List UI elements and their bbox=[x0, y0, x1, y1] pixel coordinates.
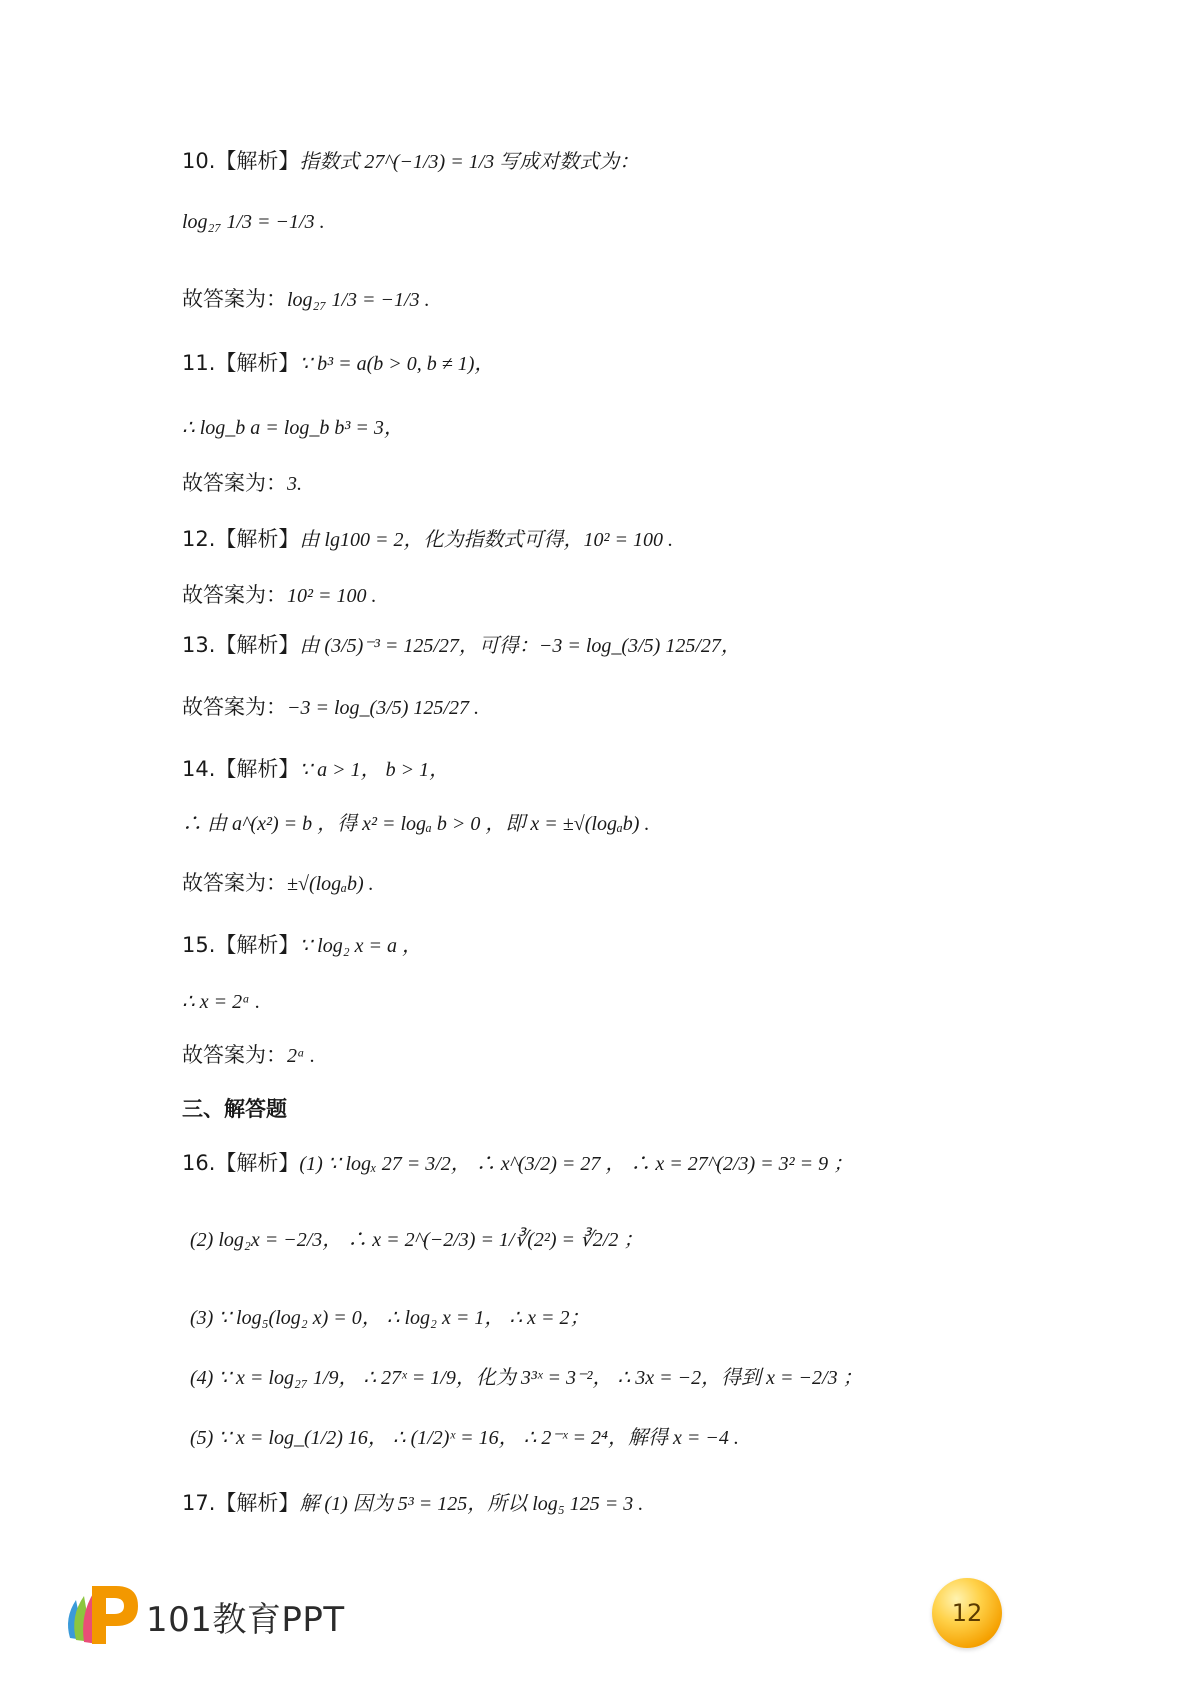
line-text: (2) log₂x = −2/3， ∴ x = 2^(−2/3) = 1/∛(2²) = ∛2/2 ； bbox=[190, 1229, 644, 1251]
line-label: 15.【解析】 bbox=[182, 933, 300, 957]
line-14-a bbox=[182, 752, 1071, 787]
line-13-answer bbox=[182, 690, 1071, 725]
line-text: ∴ 由 a^(x²) = b ，得 x² = logₐ b > 0 ，即 x = ±√(logₐb) . bbox=[182, 813, 650, 835]
line-17-1 bbox=[182, 1486, 1071, 1521]
line-label: 14.【解析】 bbox=[182, 757, 300, 781]
line-13-a bbox=[182, 628, 1071, 663]
line-label: 故答案为： bbox=[182, 287, 287, 311]
line-10-answer bbox=[182, 282, 1071, 317]
line-16-1 bbox=[182, 1146, 1071, 1181]
line-text: 指数式 27^(−1/3) = 1/3 写成对数式为： bbox=[299, 151, 640, 173]
line-text: (4) ∵ x = log₂₇ 1/9， ∴ 27ˣ = 1/9，化为 3³ˣ = 3⁻²， ∴ 3x = −2，得到 x = −2/3 ； bbox=[190, 1367, 863, 1389]
line-text: ∴ x = 2ᵃ . bbox=[182, 991, 261, 1013]
line-15-answer bbox=[182, 1038, 1071, 1073]
line-14-b bbox=[182, 806, 1071, 841]
line-text: 10² = 100 . bbox=[287, 585, 377, 607]
line-label: 10.【解析】 bbox=[182, 149, 300, 173]
line-16-5 bbox=[190, 1420, 1071, 1455]
line-text: (3) ∵ log₅(log₂ x) = 0， ∴ log₂ x = 1， ∴ x = 2； bbox=[190, 1307, 590, 1329]
section-heading bbox=[182, 1092, 1071, 1126]
line-11-b bbox=[182, 410, 1071, 445]
line-12-a bbox=[182, 522, 1071, 557]
line-14-answer bbox=[182, 866, 1071, 901]
line-text: ∵ b³ = a(b > 0, b ≠ 1)， bbox=[299, 353, 495, 375]
brand-p-icon bbox=[62, 1578, 142, 1650]
page-number-badge bbox=[932, 1578, 1002, 1648]
line-label: 13.【解析】 bbox=[182, 633, 300, 657]
line-label: 12.【解析】 bbox=[182, 527, 300, 551]
line-label: 故答案为： bbox=[182, 1043, 287, 1067]
line-16-2 bbox=[190, 1222, 1071, 1257]
page-number: 12 bbox=[951, 1599, 983, 1627]
line-text: ∵ a > 1， b > 1， bbox=[299, 759, 450, 781]
line-12-answer bbox=[182, 578, 1071, 613]
brand-name: 101教育PPT bbox=[146, 1600, 345, 1640]
line-text: −3 = log_(3/5) 125/27 . bbox=[287, 697, 479, 719]
line-label: 17.【解析】 bbox=[182, 1491, 300, 1515]
line-label: 故答案为： bbox=[182, 471, 287, 495]
line-text: 2ᵃ . bbox=[287, 1045, 315, 1067]
line-16-4 bbox=[190, 1360, 1071, 1395]
line-10-b bbox=[182, 204, 1071, 239]
line-11-answer bbox=[182, 466, 1071, 501]
line-text: ∴ log_b a = log_b b³ = 3， bbox=[182, 417, 404, 439]
line-15-b bbox=[182, 984, 1071, 1019]
line-text: log₂₇ 1/3 = −1/3 . bbox=[287, 289, 430, 311]
line-text: 解 (1) 因为 5³ = 125，所以 log₅ 125 = 3 . bbox=[299, 1493, 644, 1515]
brand-logo bbox=[62, 1578, 362, 1650]
line-15-a bbox=[182, 928, 1071, 963]
line-11-a bbox=[182, 346, 1071, 381]
line-text: log₂₇ 1/3 = −1/3 . bbox=[182, 211, 325, 233]
line-label: 故答案为： bbox=[182, 871, 287, 895]
line-label: 故答案为： bbox=[182, 695, 287, 719]
line-text: ±√(logₐb) . bbox=[287, 873, 374, 895]
line-label: 11.【解析】 bbox=[182, 351, 300, 375]
line-16-3 bbox=[190, 1300, 1071, 1335]
line-text: 由 (3/5)⁻³ = 125/27，可得：−3 = log_(3/5) 125/27， bbox=[299, 635, 741, 657]
line-text: 由 lg100 = 2，化为指数式可得，10² = 100 . bbox=[299, 529, 673, 551]
line-text: (1) ∵ logₓ 27 = 3/2， ∴ x^(3/2) = 27 ， ∴ x = 27^(2/3) = 3² = 9 ； bbox=[299, 1153, 854, 1175]
line-text: (5) ∵ x = log_(1/2) 16， ∴ (1/2)ˣ = 16， ∴ 2⁻ˣ = 2⁴，解得 x = −4 . bbox=[190, 1427, 739, 1449]
line-text: 3. bbox=[287, 473, 302, 495]
section-title: 三、解答题 bbox=[182, 1097, 287, 1121]
line-text: ∵ log₂ x = a ， bbox=[299, 935, 423, 957]
line-label: 16.【解析】 bbox=[182, 1151, 300, 1175]
line-label: 故答案为： bbox=[182, 583, 287, 607]
line-10-a bbox=[182, 144, 1071, 179]
